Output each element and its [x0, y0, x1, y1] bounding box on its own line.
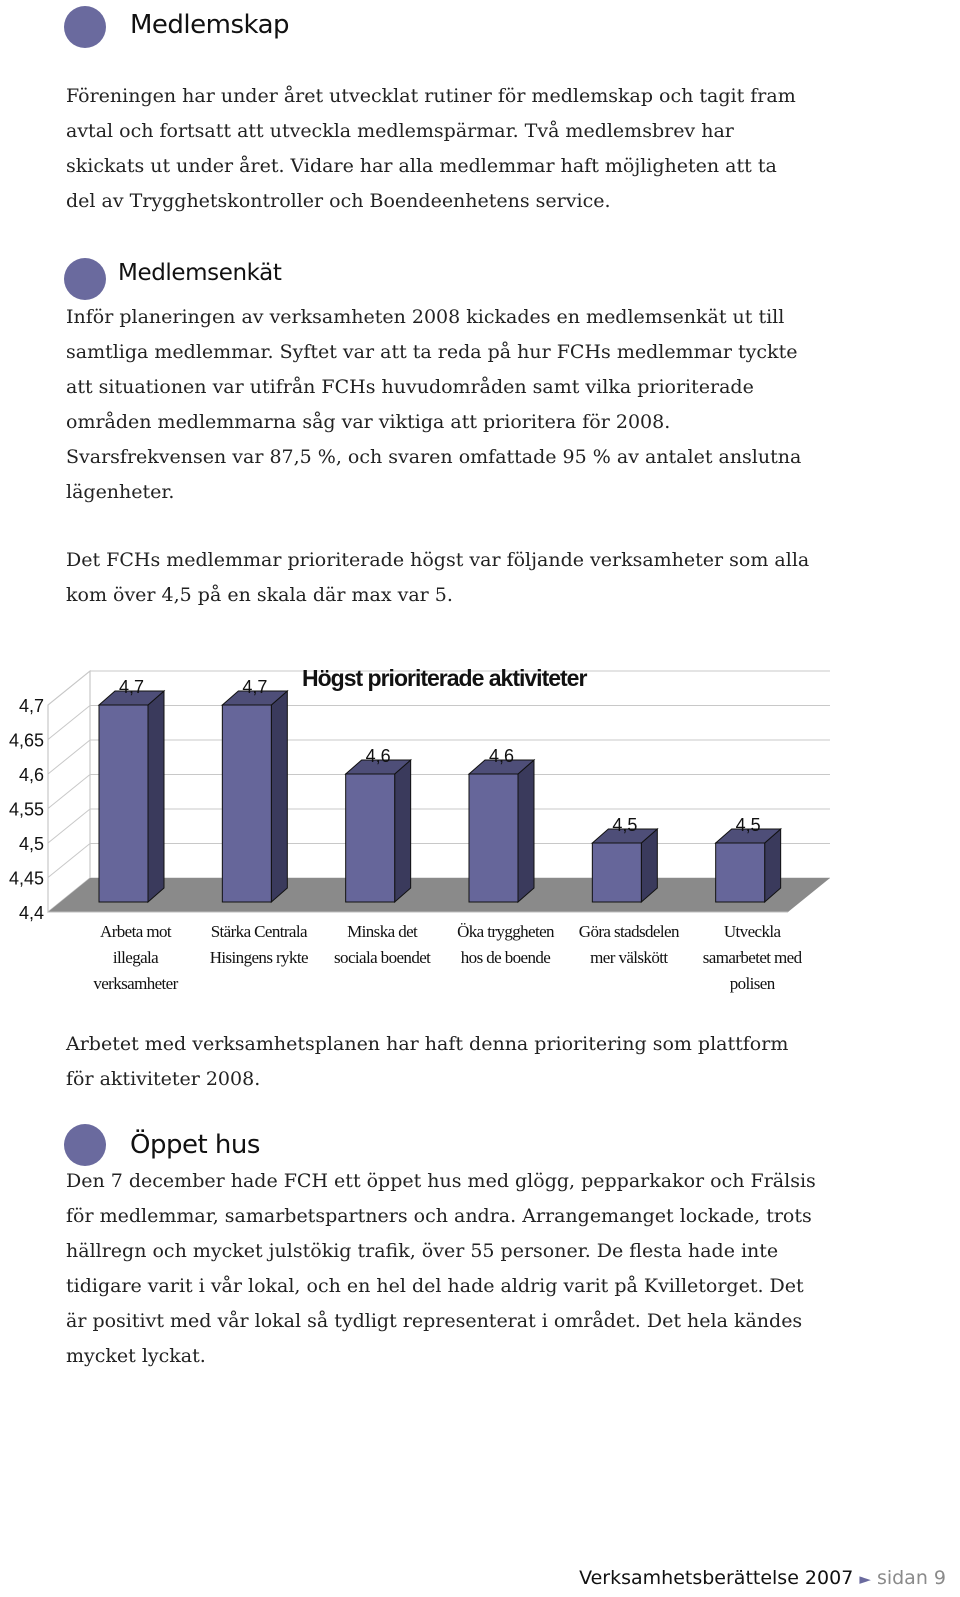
priority-bar-chart — [0, 650, 960, 1020]
text-line: kom över 4,5 på en skala där max var 5. — [66, 584, 453, 606]
chart-category-label: Minska det — [347, 922, 418, 941]
chart-value-label: 4,7 — [118, 677, 145, 697]
chart-category-label: illegala — [112, 948, 159, 967]
footer-title: Verksamhetsberättelse 2007 — [579, 1567, 854, 1589]
text-line: skickats ut under året. Vidare har alla medlemmar haft möjligheten att ta — [66, 155, 777, 177]
footer-page-number: sidan 9 — [876, 1567, 946, 1589]
chart-value-label: 4,7 — [242, 677, 268, 697]
text-line: avtal och fortsatt att utveckla medlemspärmar. Två medlemsbrev har — [66, 120, 734, 142]
heading-medlemsenkat: Medlemsenkät — [118, 260, 282, 286]
text-line: hällregn och mycket julstökig trafik, över 55 personer. De flesta hade inte — [66, 1240, 779, 1262]
chart-bar — [99, 705, 148, 902]
paragraph-medlemsenkat — [66, 300, 866, 510]
text-line: mycket lyckat. — [66, 1345, 206, 1367]
text-line: är positivt med vår lokal så tydligt representerat i området. Det hela kändes — [66, 1310, 803, 1332]
paragraph-medlemskap — [66, 79, 866, 219]
heading-medlemskap: Medlemskap — [130, 10, 290, 40]
chart-value-label: 4,5 — [612, 815, 638, 835]
text-line: lägenheter. — [66, 481, 175, 503]
chart-category-label: verksamheter — [93, 974, 178, 993]
chart-category-label: Öka tryggheten — [457, 922, 554, 941]
text-line: för aktiviteter 2008. — [66, 1068, 261, 1090]
chart-category-label: sociala boendet — [334, 948, 431, 967]
text-line: Föreningen har under året utvecklat rutiner för medlemskap och tagit fram — [66, 85, 796, 107]
chart-category-label: Utveckla — [723, 922, 781, 941]
text-line: del av Trygghetskontroller och Boendeenhetens service. — [66, 190, 611, 212]
text-line: samtliga medlemmar. Syftet var att ta reda på hur FCHs medlemmar tyckte — [66, 341, 798, 363]
paragraph-after-chart — [66, 1027, 866, 1097]
chart-category-label: mer välskött — [590, 948, 668, 967]
chart-y-tick-label: 4,55 — [8, 799, 44, 820]
chart-bar — [346, 774, 395, 902]
heading-oppet-hus: Öppet hus — [130, 1130, 260, 1160]
text-line: Arbetet med verksamhetsplanen har haft denna prioritering som plattform — [66, 1033, 789, 1055]
chart-y-tick-label: 4,4 — [18, 903, 44, 923]
text-line: områden medlemmarna såg var viktiga att prioritera för 2008. — [66, 411, 671, 433]
chart-bar-side — [271, 691, 287, 902]
chart-category-label: Stärka Centrala — [210, 922, 307, 941]
chart-y-tick-label: 4,5 — [18, 834, 44, 854]
paragraph-prioriteringar — [66, 543, 866, 613]
chart-bar-side — [148, 691, 164, 902]
text-line: att situationen var utifrån FCHs huvudområden samt vilka prioriterade — [66, 376, 754, 398]
chart-value-label: 4,6 — [488, 746, 515, 766]
section-bullet-icon — [64, 258, 106, 300]
chart-y-tick-label: 4,7 — [18, 696, 44, 716]
chart-bar — [469, 774, 518, 902]
chart-y-tick-label: 4,65 — [8, 730, 44, 751]
chart-bar — [716, 843, 765, 902]
chart-y-tick-label: 4,45 — [8, 868, 44, 889]
chart-bar — [592, 843, 641, 902]
text-line: Inför planeringen av verksamheten 2008 kickades en medlemsenkät ut till — [66, 306, 785, 328]
chart-category-label: polisen — [729, 974, 775, 993]
text-line: Det FCHs medlemmar prioriterade högst var följande verksamheter som alla — [66, 549, 810, 571]
text-line: Den 7 december hade FCH ett öppet hus med glögg, pepparkakor och Frälsis — [66, 1170, 816, 1192]
paragraph-oppet-hus — [66, 1164, 866, 1374]
chart-category-label: Arbeta mot — [100, 922, 171, 941]
chart-title: Högst prioriterade aktiviteter — [302, 665, 587, 691]
text-line: tidigare varit i vår lokal, och en hel del hade aldrig varit på Kvilletorget. Det — [66, 1275, 804, 1297]
chart-bar-side — [395, 760, 411, 902]
chart-category-label: hos de boende — [460, 948, 551, 967]
text-line: Svarsfrekvensen var 87,5 %, och svaren omfattade 95 % av antalet anslutna — [66, 446, 802, 468]
chart-category-label: Hisingens rykte — [209, 948, 308, 967]
chart-bar-side — [518, 760, 534, 902]
chart-value-label: 4,6 — [365, 746, 391, 766]
text-line: för medlemmar, samarbetspartners och andra. Arrangemanget lockade, trots — [66, 1205, 812, 1227]
chart-floor — [48, 878, 830, 912]
section-bullet-icon — [64, 6, 106, 48]
chart-category-label: samarbetet med — [702, 948, 802, 967]
page-footer — [579, 1567, 946, 1589]
section-bullet-icon — [64, 1124, 106, 1166]
chart-value-label: 4,5 — [735, 815, 761, 835]
chart-category-label: Göra stadsdelen — [578, 922, 679, 941]
footer-arrow-icon: ► — [859, 1570, 871, 1588]
chart-y-tick-label: 4,6 — [18, 765, 44, 785]
chart-bar — [222, 705, 271, 902]
